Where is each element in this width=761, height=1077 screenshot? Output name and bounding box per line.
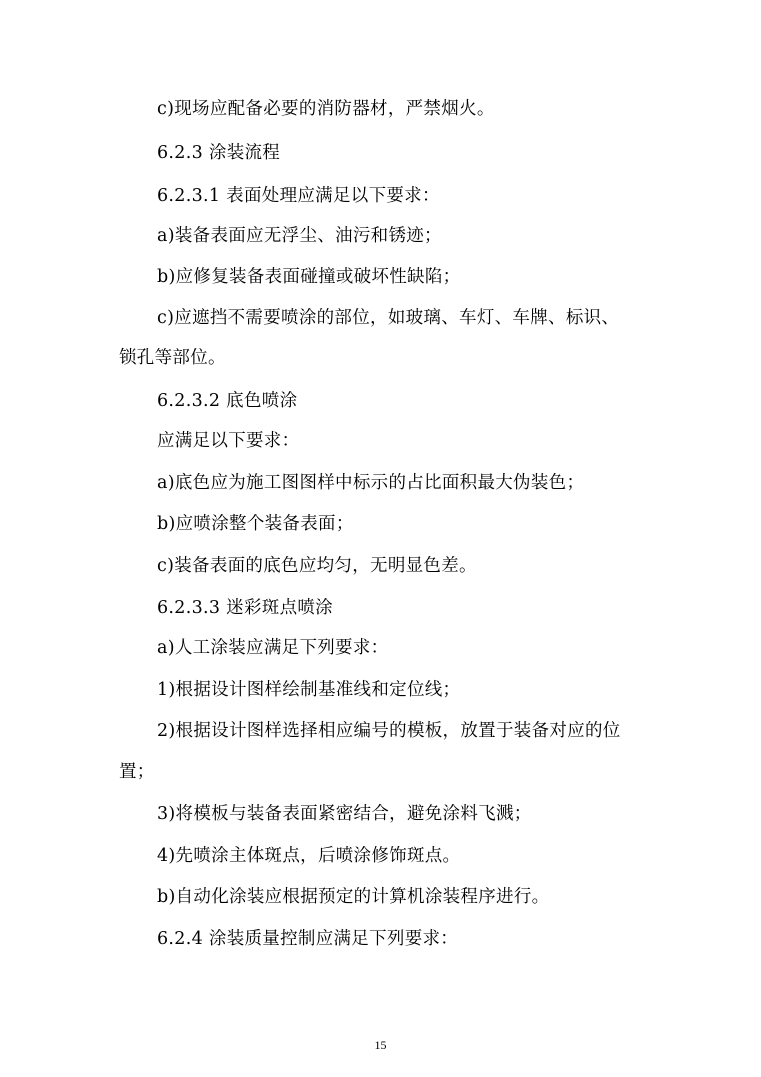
text-line: 1)根据设计图样绘制基准线和定位线； [157,680,461,700]
text-line: c)现场应配备必要的消防器材，严禁烟火。 [157,99,495,119]
subsection-heading: 6.2.3.1 表面处理应满足以下要求： [157,186,440,206]
text-line: a)装备表面应无浮尘、油污和锈迹； [157,226,442,246]
text-line: b)自动化涂装应根据预定的计算机涂装程序进行。 [157,887,550,907]
text-line: 3)将模板与装备表面紧密结合，避免涂料飞溅； [157,804,532,824]
text-line: c)应遮挡不需要喷涂的部位，如玻璃、车灯、车牌、标识、 [157,308,620,328]
text-line: c)装备表面的底色应均匀，无明显色差。 [157,556,477,576]
text-line: a)底色应为施工图图样中标示的占比面积最大伪装色； [157,473,585,493]
section-heading: 6.2.4 涂装质量控制应满足下列要求： [157,929,459,949]
text-line: 应满足以下要求： [157,431,300,451]
text-line: 4)先喷涂主体斑点，后喷涂修饰斑点。 [157,846,461,866]
text-line: b)应喷涂整个装备表面； [157,514,354,534]
text-line: 2)根据设计图样选择相应编号的模板，放置于装备对应的位 [157,721,621,741]
text-line: a)人工涂装应满足下列要求： [157,638,389,658]
page-number: 15 [374,1038,387,1052]
text-line-continuation: 锁孔等部位。 [119,348,226,368]
subsection-heading: 6.2.3.3 迷彩斑点喷涂 [157,598,333,618]
section-heading: 6.2.3 涂装流程 [157,143,281,163]
text-line-continuation: 置； [119,762,155,782]
subsection-heading: 6.2.3.2 底色喷涂 [157,391,298,411]
text-line: b)应修复装备表面碰撞或破坏性缺陷； [157,267,461,287]
